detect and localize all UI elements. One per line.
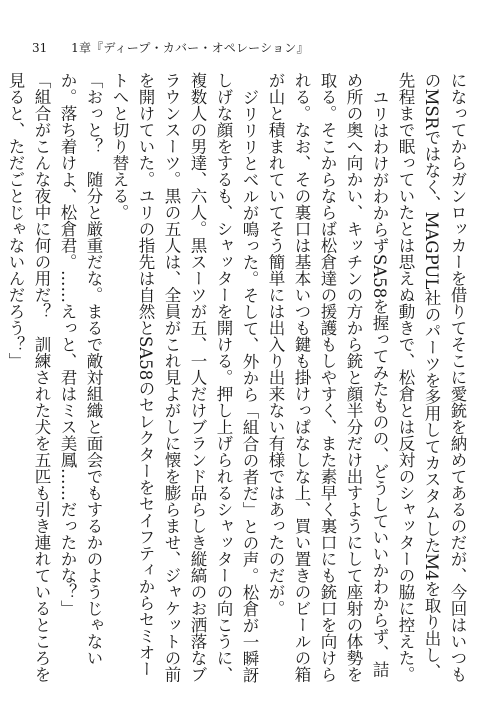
paragraph: になってからガンロッカーを借りてそこに愛銃を納めてあるのだが、今回はいつものMSRではなく、MAGPUL社のパーツを多用してカスタムしたM4を取り出し、先程まで眠っていたとは思えぬ動きで、松倉とは反対のシャッターの脇に控えた。 — [396, 72, 467, 683]
page-number: 31 — [32, 41, 48, 55]
dialogue: 「おっと？ 随分と厳重だな。まるで敵対組織と面会でもするかのようじゃないか。落ち着けよ、松倉君。……えっと、君はミス美鳳……だったかな？」 — [58, 72, 103, 666]
paragraph — [0, 72, 2, 684]
dialogue: 「組合がこんな夜中に何の用だ？ 訓練された犬を五匹も引き連れているところを見ると、ただごとじゃないんだろう？」 — [6, 72, 51, 683]
paragraph: ジリリリとベルが鳴った。そして、外から「組合の者だ」との声。松倉が一瞬訝しげな顔をするも、シャッターを開ける。押し上げられるシャッターの向こうに、複数人の男達、六人。黒スーツが五、一人だけブランド品らしき縦縞のお洒落なブラウンスーツ。黒の五人は、全員がこれ見よがしに懐を膨らませ、ジャケットの前を開けていた。ユリの指先は自然とSA58のセレクターをセイフティからセミオートへと切り替える。 — [110, 72, 259, 683]
paragraph: ユリはわけがわからずSA58を握ってみたものの、どうしていいかわからず、詰め所の奥へ向かい、キッチンの方から銃と顔半分だけ出すようにして座射の体勢を取る。そこからならば松倉達の援護もしやすく、また素早く裏口にも銃口を向けられる。なお、その裏口は基本いつも鍵も掛けっぱなしな上、買い置きのビールの箱が山と積まれていてそう簡単には出入り出来ない有様ではあったのだが。 — [266, 72, 389, 683]
running-header — [32, 40, 468, 56]
vertical-body-text — [6, 72, 470, 684]
chapter-title: 1章『ディープ・カバー・オペレーション』 — [71, 41, 309, 55]
